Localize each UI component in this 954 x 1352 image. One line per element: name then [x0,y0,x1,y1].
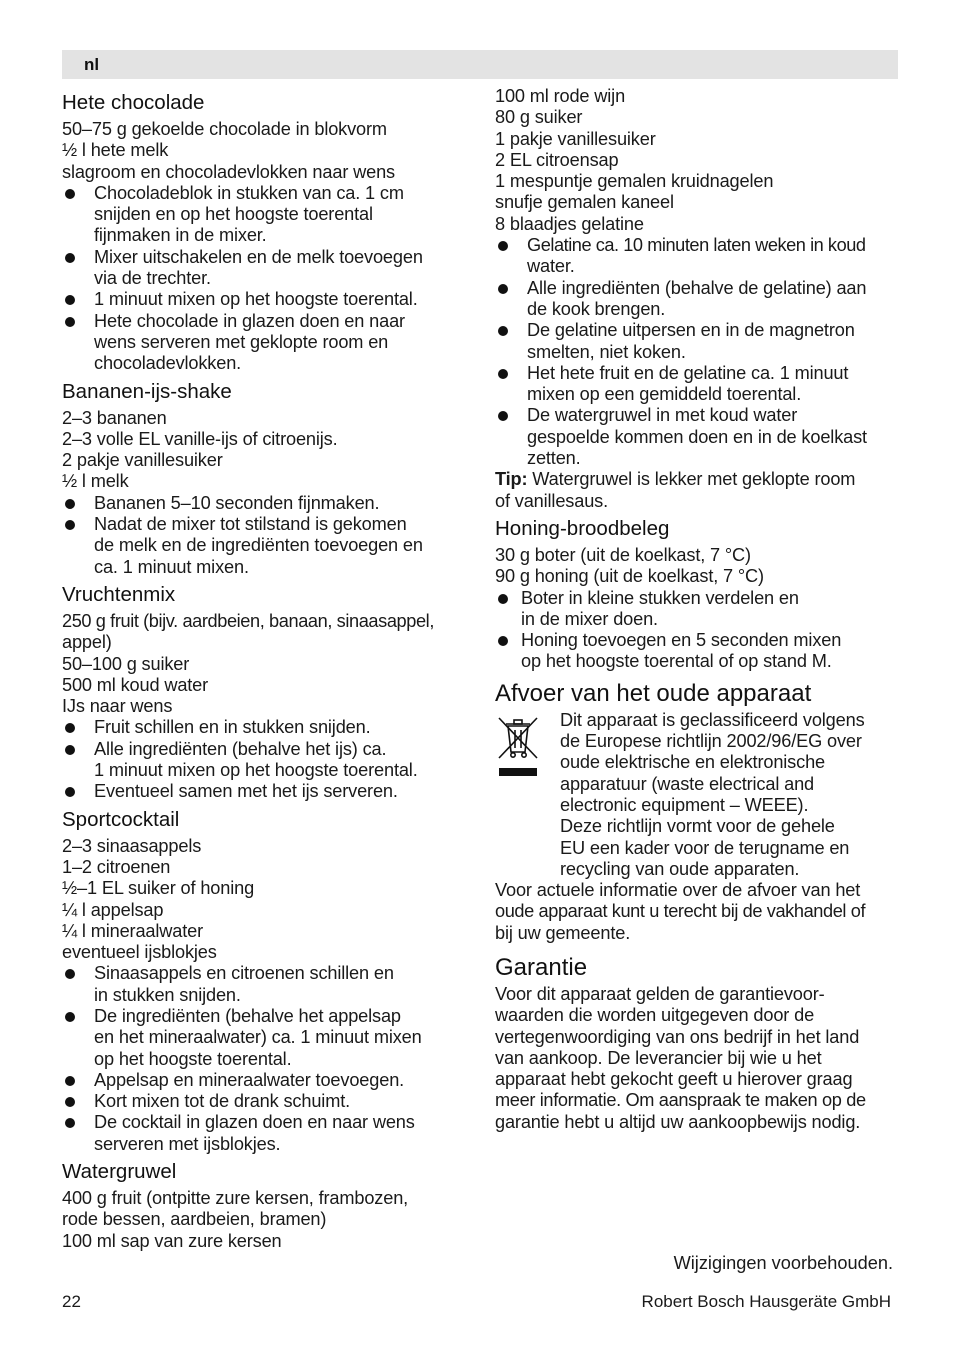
step-list [495,588,903,673]
step-item [495,405,903,469]
ingredient: ½ l hete melk [62,140,169,161]
step-item [495,588,903,631]
step-item [62,289,472,310]
step-item [62,1112,472,1155]
weee-line: electronic equipment – WEEE). [560,794,809,815]
ingredient: 90 g honing (uit de koelkast, 7 °C) [495,566,764,587]
step-line: Bananen 5–10 seconden fijnmaken. [94,492,380,513]
step-line: Nadat de mixer tot stilstand is gekomen [94,514,407,535]
step-item [495,235,903,278]
ingredient: IJs naar wens [62,696,173,717]
garantie-paragraph [495,984,903,1133]
ingredient: 2–3 volle EL vanille-ijs of citroenijs. [62,428,338,449]
step-item [62,514,472,578]
recipe-vruchtenmix [62,583,472,803]
step-line: Hete chocolade in glazen doen en naar [94,310,405,331]
weee-line: EU een kader voor de terugname en [560,837,850,858]
ingredient: 1 pakje vanillesuiker [495,128,656,149]
step-list [62,493,472,578]
recipe-title: Vruchtenmix [62,582,176,606]
step-line: de melk en de ingrediënten toevoegen en [94,535,423,556]
bullet-icon [498,369,508,379]
crossed-out-wheelie-bin-icon [495,714,541,780]
step-line: gespoelde kommen doen en in de koelkast [527,426,867,447]
step-line: in de mixer doen. [521,608,658,629]
step-item [62,739,472,782]
ingredient: 100 ml sap van zure kersen [62,1230,282,1251]
step-item [62,963,472,1006]
step-list [62,183,472,375]
ingredient: rode bessen, aardbeien, bramen) [62,1209,327,1230]
step-line: Appelsap en mineraalwater toevoegen. [94,1069,405,1090]
step-line: Alle ingrediënten (behalve de gelatine) aan [527,277,867,298]
step-line: wens serveren met geklopte room en [94,331,389,352]
ingredient-list [495,545,903,588]
ingredient-list [62,408,472,493]
ingredient: 1 mespuntje gemalen kruidnagelen [495,171,774,192]
step-list [495,235,903,469]
bullet-icon [65,295,75,305]
bullet-icon [65,520,75,530]
tip-label: Tip: [495,469,528,490]
step-item [495,630,903,673]
recipe-title: Hete chocolade [62,91,205,114]
recipe-watergruwel-continued [495,86,903,512]
step-line: Het hete fruit en de gelatine ca. 1 minuut [527,362,849,383]
step-item [62,247,472,290]
step-line: via de trechter. [94,268,211,289]
bullet-icon [498,636,508,646]
ingredient: eventueel ijsblokjes [62,942,217,963]
bullet-icon [65,787,75,797]
bullet-icon [65,1076,75,1086]
garantie-line: van aankoop. De leverancier bij wie u het [495,1047,822,1068]
language-label: nl [84,55,100,74]
step-line: de kook brengen. [527,298,666,319]
step-line: smelten, niet koken. [527,341,686,362]
step-line: chocoladevlokken. [94,353,242,374]
section-garantie [495,954,903,1133]
weee-line: de Europese richtlijn 2002/96/EG over [560,731,862,752]
bullet-icon [65,317,75,327]
step-line: fijnmaken in de mixer. [94,225,267,246]
weee-line: Deze richtlijn vormt voor de gehele [560,816,835,837]
step-line: 1 minuut mixen op het hoogste toerental. [94,289,418,310]
bullet-icon [65,1012,75,1022]
step-line: mixen op een gemiddeld toerental. [527,384,802,405]
ingredient: 500 ml koud water [62,674,209,695]
step-line: Eventueel samen met het ijs serveren. [94,781,398,802]
ingredient-list [62,119,472,183]
ingredient: slagroom en chocoladevlokken naar wens [62,161,395,182]
afvoer-paragraph [495,880,903,944]
recipe-title: Bananen-ijs-shake [62,379,232,403]
ingredient-list [62,611,472,717]
bullet-icon [498,594,508,604]
ingredient-list [495,86,903,235]
bullet-icon [65,253,75,263]
ingredient: 2–3 sinaasappels [62,835,202,856]
step-line: Mixer uitschakelen en de melk toevoegen [94,246,423,267]
step-list [62,963,472,1155]
recipe-sportcocktail [62,808,472,1155]
step-line: in stukken snijden. [94,984,241,1005]
step-line: Honing toevoegen en 5 seconden mixen [521,630,842,651]
ingredient: snufje gemalen kaneel [495,192,674,213]
ingredient: ½ l melk [62,471,129,492]
step-line: snijden en op het hoogste toerental [94,204,373,225]
right-column [495,86,903,1133]
step-item [62,1006,472,1070]
step-item [62,183,472,247]
tip-paragraph [495,469,903,512]
bullet-icon [498,241,508,251]
ingredient: 50–100 g suiker [62,653,190,674]
tip-text: Watergruwel is lekker met geklopte room [527,469,856,490]
ingredient: 2 pakje vanillesuiker [62,450,223,471]
company-name: Robert Bosch Hausgeräte GmbH [641,1292,891,1311]
step-line: De ingrediënten (behalve het appelsap [94,1005,401,1026]
garantie-line: vertegenwoordiging van ons bedrijf in het land [495,1026,860,1047]
step-line: zetten. [527,448,581,469]
ingredient: ¼ l appelsap [62,899,164,920]
recipe-honing-broodbeleg [495,517,903,673]
recipe-bananen-ijs-shake [62,380,472,578]
garantie-line: meer informatie. Om aanspraak te maken op de [495,1090,866,1111]
garantie-line: apparaat hebt gekocht geeft u hierover graag [495,1069,853,1090]
bullet-icon [498,326,508,336]
weee-text [495,710,903,880]
step-item [62,1091,472,1112]
step-line: en het mineraalwater) ca. 1 minuut mixen [94,1027,422,1048]
step-line: Chocoladeblok in stukken van ca. 1 cm [94,182,404,203]
section-title: Garantie [495,953,588,981]
ingredient: appel) [62,632,112,653]
step-item [495,278,903,321]
recipe-watergruwel [62,1160,472,1252]
step-item [495,320,903,363]
step-line: Sinaasappels en citroenen schillen en [94,963,394,984]
garantie-line: Voor dit apparaat gelden de garantievoor- [495,983,825,1004]
weee-block [495,710,903,880]
ingredient: 1–2 citroenen [62,856,171,877]
weee-line: Dit apparaat is geclassificeerd volgens [560,709,865,730]
ingredient: 8 blaadjes gelatine [495,213,644,234]
step-item [62,781,472,802]
bullet-icon [65,969,75,979]
step-line: De gelatine uitpersen en in de magnetron [527,320,855,341]
section-title: Afvoer van het oude apparaat [495,679,812,707]
ingredient: 30 g boter (uit de koelkast, 7 °C) [495,544,751,565]
step-item [495,363,903,406]
step-item [62,1070,472,1091]
step-item [62,717,472,738]
step-line: Kort mixen tot de drank schuimt. [94,1091,350,1112]
step-item [62,311,472,375]
bullet-icon [65,499,75,509]
step-line: Fruit schillen en in stukken snijden. [94,717,371,738]
weee-line: apparatuur (waste electrical and [560,773,815,794]
bullet-icon [65,723,75,733]
ingredient: 400 g fruit (ontpitte zure kersen, frambozen, [62,1188,409,1209]
ingredient-list [62,836,472,964]
recipe-title: Honing-broodbeleg [495,516,670,540]
weee-line: recycling van oude apparaten. [560,858,800,879]
step-line: ca. 1 minuut mixen. [94,556,249,577]
tip-text: of vanillesaus. [495,490,609,511]
step-line: Alle ingrediënten (behalve het ijs) ca. [94,738,387,759]
ingredient-list [62,1188,472,1252]
step-line: serveren met ijsblokjes. [94,1133,281,1154]
ingredient: 100 ml rode wijn [495,86,626,106]
section-afvoer [495,680,903,944]
step-line: op het hoogste toerental of op stand M. [521,651,832,672]
step-line: water. [527,256,575,277]
recipe-title: Sportcocktail [62,807,180,831]
step-line: De cocktail in glazen doen en naar wens [94,1112,415,1133]
ingredient: 2 EL citroensap [495,149,619,170]
bullet-icon [65,745,75,755]
ingredient: 80 g suiker [495,107,583,128]
language-bar [62,50,898,79]
bullet-icon [498,284,508,294]
ingredient: ¼ l mineraalwater [62,920,203,941]
garantie-line: waarden die worden uitgegeven door de [495,1005,815,1026]
garantie-line: garantie hebt u altijd uw aankoopbewijs nodig. [495,1111,861,1132]
step-line: op het hoogste toerental. [94,1048,292,1069]
step-list [62,717,472,802]
footer-note: Wijzigingen voorbehouden. [673,1253,893,1273]
step-line: 1 minuut mixen op het hoogste toerental. [94,760,418,781]
ingredient: ½–1 EL suiker of honing [62,878,255,899]
recipe-title: Watergruwel [62,1160,177,1184]
step-item [62,493,472,514]
step-line: Boter in kleine stukken verdelen en [521,587,799,608]
afvoer-line: Voor actuele informatie over de afvoer van het [495,880,861,901]
bullet-icon [65,1118,75,1128]
left-column [62,86,472,1252]
ingredient: 2–3 bananen [62,407,167,428]
afvoer-line: bij uw gemeente. [495,922,631,943]
page-number: 22 [62,1292,81,1311]
ingredient: 50–75 g gekoelde chocolade in blokvorm [62,119,387,139]
ingredient: 250 g fruit (bijv. aardbeien, banaan, sinaasappel, [62,610,434,631]
bullet-icon [498,411,508,421]
afvoer-line: oude apparaat kunt u terecht bij de vakhandel of [495,901,866,922]
weee-line: oude elektrische en elektronische [560,752,825,773]
step-line: De watergruwel in met koud water [527,405,798,426]
step-line: Gelatine ca. 10 minuten laten weken in koud [527,235,866,256]
bullet-icon [65,189,75,199]
recipe-hete-chocolade [62,91,472,375]
bullet-icon [65,1097,75,1107]
